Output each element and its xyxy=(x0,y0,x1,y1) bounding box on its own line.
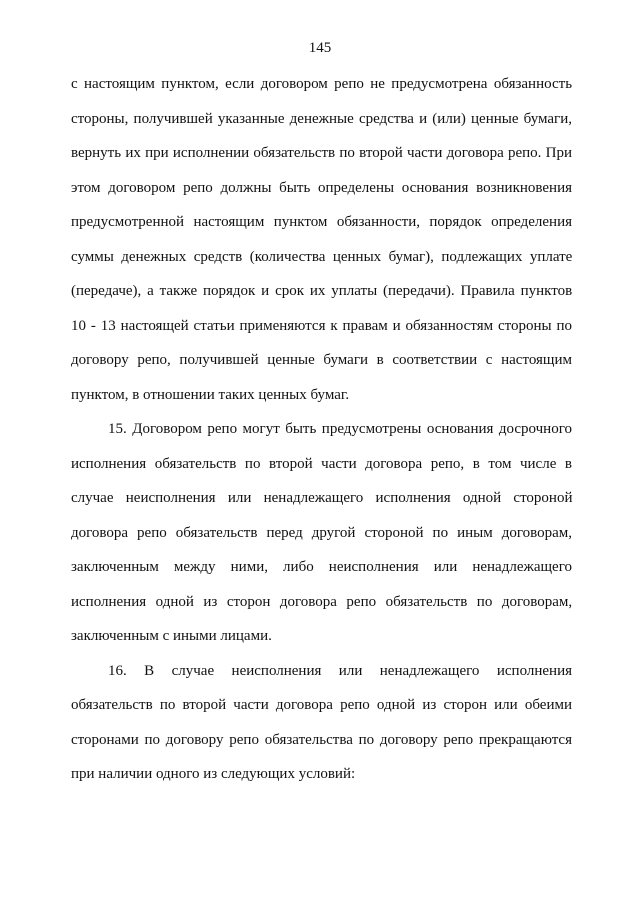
paragraph-item-15 xyxy=(71,412,572,654)
text-line: 15. Договором репо могут быть предусмотрены основания досрочного xyxy=(108,421,572,437)
text-line: вернуть их при исполнении обязательств по второй части договора репо. При xyxy=(71,145,573,161)
text-line: этом договором репо должны быть определены основания возникновения xyxy=(71,179,572,196)
text-line: при наличии одного из следующих условий: xyxy=(71,766,356,782)
page-number: 145 xyxy=(308,40,332,56)
text-line: договору репо, получившей ценные бумаги в соответствии с настоящим xyxy=(71,352,572,368)
text-line: обязательств по второй части договора репо одной из сторон или обеими xyxy=(71,697,572,713)
text-line: стороны, получившей указанные денежные средства и (или) ценные бумаги, xyxy=(71,110,572,127)
text-line: предусмотренной настоящим пунктом обязанности, порядок определения xyxy=(71,214,572,230)
text-line: заключенным с иными лицами. xyxy=(71,628,272,644)
paragraph-continuation xyxy=(71,67,572,412)
document-body xyxy=(71,67,572,792)
text-line: 10 - 13 настоящей статьи применяются к правам и обязанностям стороны по xyxy=(71,317,572,334)
text-line: с настоящим пунктом, если договором репо не предусмотрена обязанность xyxy=(71,76,573,92)
text-line: договора репо обязательств перед другой стороной по иным договорам, xyxy=(71,524,572,541)
text-line: 16. В случае неисполнения или ненадлежащего исполнения xyxy=(108,662,572,679)
text-line: сторонами по договору репо обязательства по договору репо прекращаются xyxy=(71,731,572,748)
text-line: пунктом, в отношении таких ценных бумаг. xyxy=(71,386,350,403)
text-line: заключенным между ними, либо неисполнения или ненадлежащего xyxy=(71,559,572,575)
paragraph-item-16 xyxy=(71,654,572,792)
text-line: (передаче), а также порядок и срок их уплаты (передачи). Правила пунктов xyxy=(71,283,573,299)
text-line: исполнения обязательств по второй части договора репо, в том числе в xyxy=(71,455,572,472)
text-line: исполнения одной из сторон договора репо обязательств по договорам, xyxy=(71,593,573,610)
text-line: суммы денежных средств (количества ценных бумаг), подлежащих уплате xyxy=(71,248,573,265)
text-line: случае неисполнения или ненадлежащего исполнения одной стороной xyxy=(71,490,573,506)
